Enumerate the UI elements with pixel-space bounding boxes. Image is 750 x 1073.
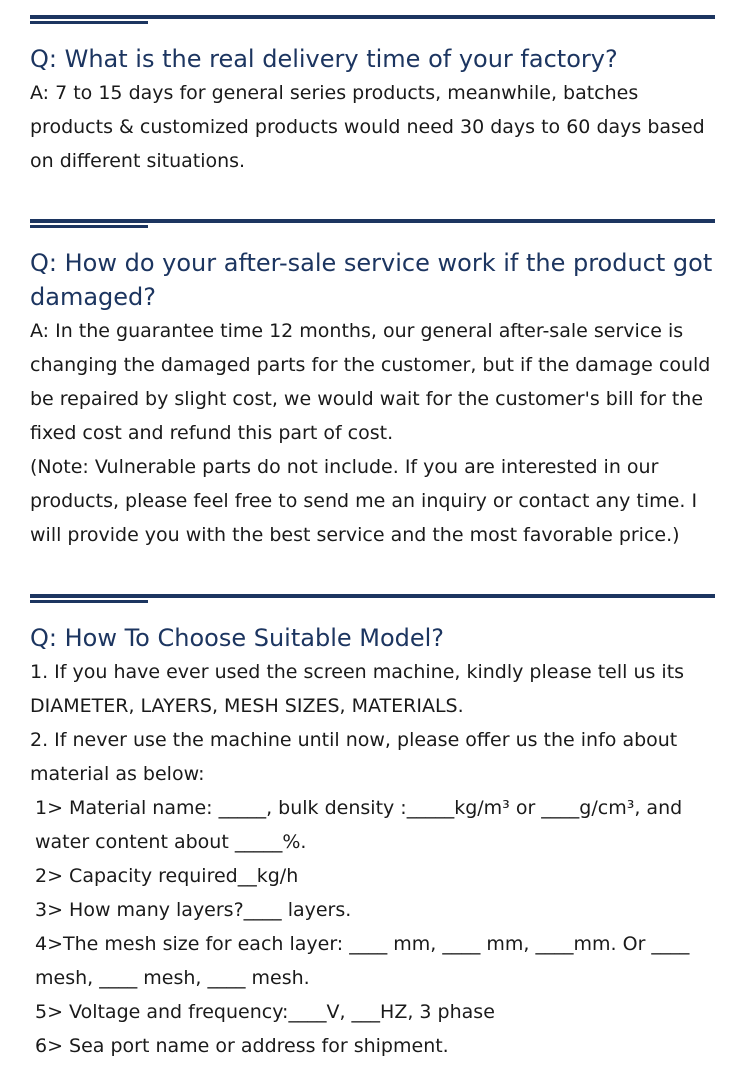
list-item: 1> Material name: _____, bulk density :_____kg/m³ or ____g/cm³, and water content about _____%. (35, 797, 683, 853)
divider-line-short (30, 225, 148, 228)
list-item: 2. If never use the machine until now, please offer us the info about material as below: (30, 729, 678, 785)
faq-question: Q: What is the real delivery time of your factory? (30, 45, 618, 73)
section-divider (30, 594, 715, 606)
faq-delivery-time (30, 15, 715, 178)
section-divider (30, 15, 715, 27)
section-divider (30, 219, 715, 231)
faq-question: Q: How do your after-sale service work if the product got damaged? (30, 249, 713, 311)
list-item: 1. If you have ever used the screen machine, kindly please tell us its DIAMETER, LAYERS, MESH SIZES, MATERIALS. (30, 661, 685, 717)
divider-line-long (30, 219, 715, 223)
divider-line-short (30, 600, 148, 603)
divider-line-long (30, 15, 715, 19)
list-item: 6> Sea port name or address for shipment. (35, 1035, 449, 1057)
faq-question: Q: How To Choose Suitable Model? (30, 624, 445, 652)
list-item: 4>The mesh size for each layer: ____ mm, ____ mm, ____mm. Or ____ mesh, ____ mesh, ____ mesh. (35, 933, 690, 989)
faq-note: (Note: Vulnerable parts do not include. If you are interested in our products, please feel free to send me an inquiry or contact any time. I will provide you with the best service and the most favorable price.) (30, 456, 698, 546)
faq-answer: A: 7 to 15 days for general series products, meanwhile, batches products & customized products would need 30 days to 60 days based on different situations. (30, 82, 705, 172)
divider-line-long (30, 594, 715, 598)
divider-line-short (30, 21, 148, 24)
faq-choose-model (30, 594, 715, 1063)
list-item: 2> Capacity required__kg/h (35, 865, 299, 887)
list-item: 5> Voltage and frequency:____V, ___HZ, 3 phase (35, 1001, 495, 1023)
faq-answer: A: In the guarantee time 12 months, our general after-sale service is changing the damaged parts for the customer, but if the damage could be repaired by slight cost, we would wait for the customer's bill for the fixed cost and refund this part of cost. (30, 320, 711, 444)
faq-after-sale-service (30, 219, 715, 552)
list-item: 3> How many layers?____ layers. (35, 899, 352, 921)
